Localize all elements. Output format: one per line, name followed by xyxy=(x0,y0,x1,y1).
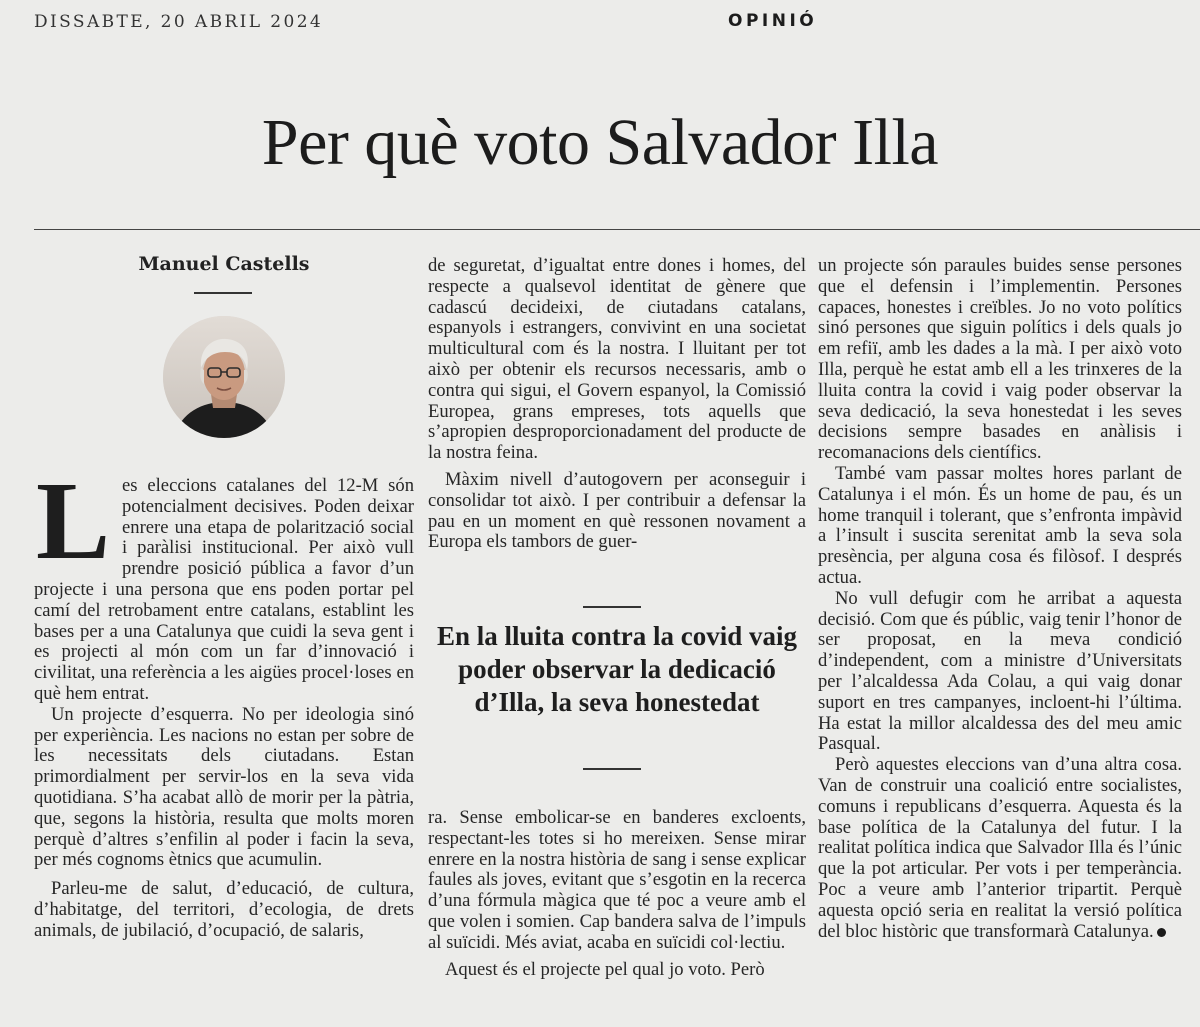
paragraph-8: Però aquestes eleccions van d’una altra cosa. Van de construir una coalició entre socialistes, comuns i republicans d’esquerra. Aquesta és la base política de la Catalunya del futur. I la realitat política indica que Salvador Illa és l’únic que la pot articular. Per vots i per temperància. Poc a veure amb l’anterior tripartit. Perquè aquesta opció seria en realitat la versió política del bloc històric que transformarà Catalunya. xyxy=(818,754,1182,942)
article-title: Per què voto Salvador Illa xyxy=(261,106,939,179)
title-rule xyxy=(34,229,1200,230)
paragraph-3-continued: de seguretat, d’igualtat entre dones i homes, del respecte a qualsevol identitat de gènere que cadascú decideixi, de ciutadans catalans, espanyols i estrangers, convivint en una societat multicultural com és la nostra. I lluitant per tot això per obtenir els recursos necessaris, amb o contra qui sigui, el Govern espanyol, la Comissió Europea, grans empreses, tots aquells que s’apropien desproporcionadament del producte de la nostra feina. xyxy=(428,255,806,464)
column-3 xyxy=(818,256,1182,942)
byline-rule xyxy=(194,292,252,294)
column-1 xyxy=(34,460,414,942)
paragraph-4: Màxim nivell d’autogovern per aconseguir i consolidar tot això. I per contribuir a defensar la pau en un moment en què ressonen novament a Europa els tambors de guer- xyxy=(428,468,806,553)
pullquote-rule-bottom xyxy=(583,768,641,770)
drop-cap: L xyxy=(36,460,111,583)
paragraph-5: Aquest és el projecte pel qual jo voto. Però xyxy=(445,958,765,980)
pull-quote: En la lluita contra la covid vaig poder observar la dedicació d’Illa, la seva honestedat xyxy=(436,621,798,717)
paragraph-2: Un projecte d’esquerra. No per ideologia sinó per experiència. Les nacions no estan per sobre de les necessitats dels ciutadans. Estan primordialment per servir-los en la seva vida quotidiana. S’ha acabat allò de morir per la pàtria, que, segons la història, resulta que molts moren perquè d’altres s’enfilin al poder i facin la seva, per més cognoms ètnics que acumulin. xyxy=(34,703,414,871)
author-byline: Manuel Castells xyxy=(138,253,310,275)
end-mark-icon xyxy=(1157,928,1166,937)
pullquote-rule-top xyxy=(583,606,641,608)
column-2-bottom xyxy=(428,808,806,980)
paragraph-4-continued: ra. Sense embolicar-se en banderes excloents, respectant-les totes si ho mereixen. Sense mirar enrere en la nostra història de sang i sense explicar faules als joves, evitant que s’esgotin en la recerca d’una fórmula màgica que té poc a veure amb el que volen i somien. Cap bandera salva de l’impuls al suïcidi. Més aviat, acaba en suïcidi col·lectiu. xyxy=(428,807,806,953)
paragraph-7: No vull defugir com he arribat a aquesta decisió. Com que és públic, vaig tenir l’honor de ser proposat, en la meva condició d’independent, com a ministre d’Universitats per l’alcaldessa Ada Colau, a qui vaig donar suport en tres campanyes, incloent-hi l’última. Ha estat la millor alcaldessa des del meu amic Pasqual. xyxy=(818,587,1182,755)
paragraph-6: També vam passar moltes hores parlant de Catalunya i el món. És un home de pau, és un home tranquil i tolerant, que s’enfronta impàvid a l’insult i suscita serenitat amb la seva sola presència, per alguna cosa és filòsof. I després actua. xyxy=(818,462,1182,588)
paragraph-3: Parleu-me de salut, d’educació, de cultura, d’habitatge, del territori, d’ecologia, de drets animals, de jubilació, d’ocupació, de salaris, xyxy=(34,878,414,941)
column-2-top xyxy=(428,256,806,553)
section-label: OPINIÓ xyxy=(728,11,818,31)
author-photo xyxy=(163,316,285,438)
author-portrait-illustration xyxy=(163,316,285,438)
paragraph-1: Les eleccions catalanes del 12-M són potencialment decisives. Poden deixar enrere una etapa de polarització social i paràlisi institucional. Per això vull prendre posició pública a favor d’un projecte i una persona que ens poden portar pel camí del retrobament entre catalans, establint les bases per a una Catalunya que cuidi la seva gent i es projecti al món com un far d’innovació i civilitat, una referència a les aigües procel·loses en què hem entrat. xyxy=(34,460,414,704)
paragraph-5-continued: un projecte són paraules buides sense persones que el defensin i l’implementin. Persones capaces, honestes i creïbles. Jo no voto polítics sinó persones que siguin polítics i dels quals jo em refiï, amb les dades a la mà. I per això voto Illa, perquè he estat amb ell a les trinxeres de la lluita contra la covid i vaig poder observar la seva dedicació, la seva honestedat i les seves decisions sempre basades en anàlisis i recomanacions dels científics. xyxy=(818,255,1182,464)
dateline: DISSABTE, 20 ABRIL 2024 xyxy=(34,12,324,32)
